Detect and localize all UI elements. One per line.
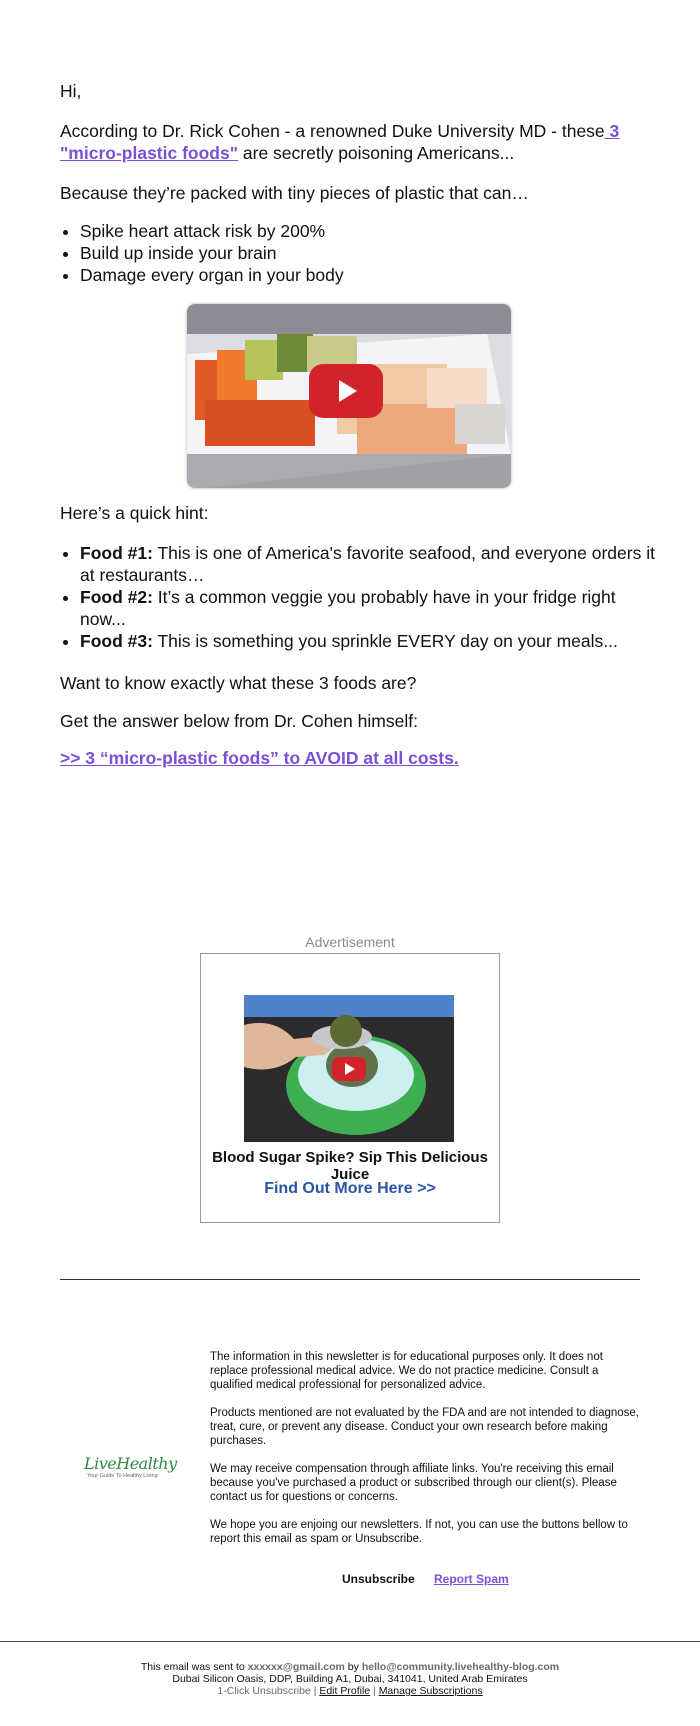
disclaimer-block xyxy=(210,1350,640,1560)
intro-paragraph xyxy=(60,120,640,164)
by-label: by xyxy=(344,1661,362,1673)
intro-text-pre: According to Dr. Rick Cohen - a renowned Duke University MD - these xyxy=(60,121,605,141)
food-list xyxy=(60,542,660,652)
edit-profile-link[interactable]: Edit Profile xyxy=(319,1685,371,1697)
disclaimer-educational: The information in this newsletter is for educational purposes only. It does not replace professional medical advice. We do not practice medicine. Consult a qualified medical professional for personalized advice. xyxy=(210,1351,603,1391)
footer-divider xyxy=(0,1641,700,1642)
list-item xyxy=(80,586,660,630)
recipient-email: xxxxxx@gmail.com xyxy=(247,1661,345,1673)
hint-text: Here’s a quick hint: xyxy=(60,503,209,523)
play-icon[interactable] xyxy=(309,364,383,418)
logo-brand: LiveHealthy xyxy=(84,1454,177,1473)
logo-tagline: Your Guide To Healthy Living xyxy=(87,1473,158,1479)
footer-links xyxy=(0,1685,700,1697)
food-label: Food #1: xyxy=(80,543,153,563)
ad-find-out-more-link[interactable]: Find Out More Here >> xyxy=(264,1180,436,1197)
intro-text-post: are secretly poisoning Americans... xyxy=(238,143,515,163)
list-item xyxy=(80,542,660,586)
want-text: Want to know exactly what these 3 foods are? xyxy=(60,673,417,693)
food-text: This is one of America's favorite seafood, and everyone orders it at restaurants… xyxy=(80,543,655,585)
food-label: Food #2: xyxy=(80,587,153,607)
video-thumbnail[interactable] xyxy=(187,304,511,488)
list-item: • Spike heart attack risk by 200% xyxy=(80,220,640,242)
sent-to-label: This email was sent to xyxy=(140,1661,248,1673)
sent-to-line xyxy=(0,1661,700,1673)
disclaimer-affiliate: We may receive compensation through affiliate links. You're receiving this email because you've purchased a product or subscribed through our client(s). Please contact us for questions or concerns. xyxy=(210,1463,617,1503)
ad-video-thumbnail[interactable] xyxy=(244,995,454,1142)
footer xyxy=(0,1661,700,1697)
advertisement-box[interactable] xyxy=(200,953,500,1223)
greeting: Hi, xyxy=(60,81,82,101)
ad-title[interactable]: Blood Sugar Spike? Sip This Delicious Juice xyxy=(212,1149,488,1183)
email-body xyxy=(60,80,655,768)
list-item: • Build up inside your brain xyxy=(80,242,640,264)
company-address: Dubai Silicon Oasis, DDP, Building A1, Dubai, 341041, United Arab Emirates xyxy=(172,1673,528,1685)
risk-list xyxy=(60,220,640,286)
list-item xyxy=(80,630,660,652)
disclaimer-unsubscribe: We hope you are enjoing our newsletters. If not, you can use the buttons bellow to report this email as spam or Unsubscribe. xyxy=(210,1519,628,1545)
manage-subscriptions-link[interactable]: Manage Subscriptions xyxy=(378,1685,483,1697)
disclaimer-fda: Products mentioned are not evaluated by the FDA and are not intended to diagnose, treat, cure, or prevent any disease. Conduct your own research before making purchases. xyxy=(210,1407,639,1447)
micro-plastic-foods-link[interactable]: 3 "micro-plastic foods" xyxy=(60,121,620,163)
link-separator: | xyxy=(370,1685,379,1697)
link-separator: | xyxy=(310,1685,320,1697)
livehealthy-logo xyxy=(84,1454,177,1490)
food-text: This is something you sprinkle EVERY day on your meals... xyxy=(152,631,618,651)
food-text: It’s a common veggie you probably have in your fridge right now... xyxy=(80,587,616,629)
get-answer-text: Get the answer below from Dr. Cohen himself: xyxy=(60,711,418,731)
sender-email: hello@community.livehealthy-blog.com xyxy=(361,1661,560,1673)
because-text: Because they’re packed with tiny pieces of plastic that can… xyxy=(60,183,529,203)
unsubscribe-button[interactable]: Unsubscribe xyxy=(342,1572,415,1586)
food-label: Food #3: xyxy=(80,631,153,651)
avoid-foods-cta-link[interactable]: >> 3 “micro-plastic foods” to AVOID at all costs. xyxy=(60,748,459,768)
list-item: • Damage every organ in your body xyxy=(80,264,640,286)
one-click-unsubscribe-link[interactable]: 1-Click Unsubscribe xyxy=(217,1685,311,1697)
divider xyxy=(60,1279,640,1280)
play-icon[interactable] xyxy=(332,1057,366,1081)
report-spam-button[interactable]: Report Spam xyxy=(434,1572,509,1586)
advertisement-label: Advertisement xyxy=(305,934,395,950)
